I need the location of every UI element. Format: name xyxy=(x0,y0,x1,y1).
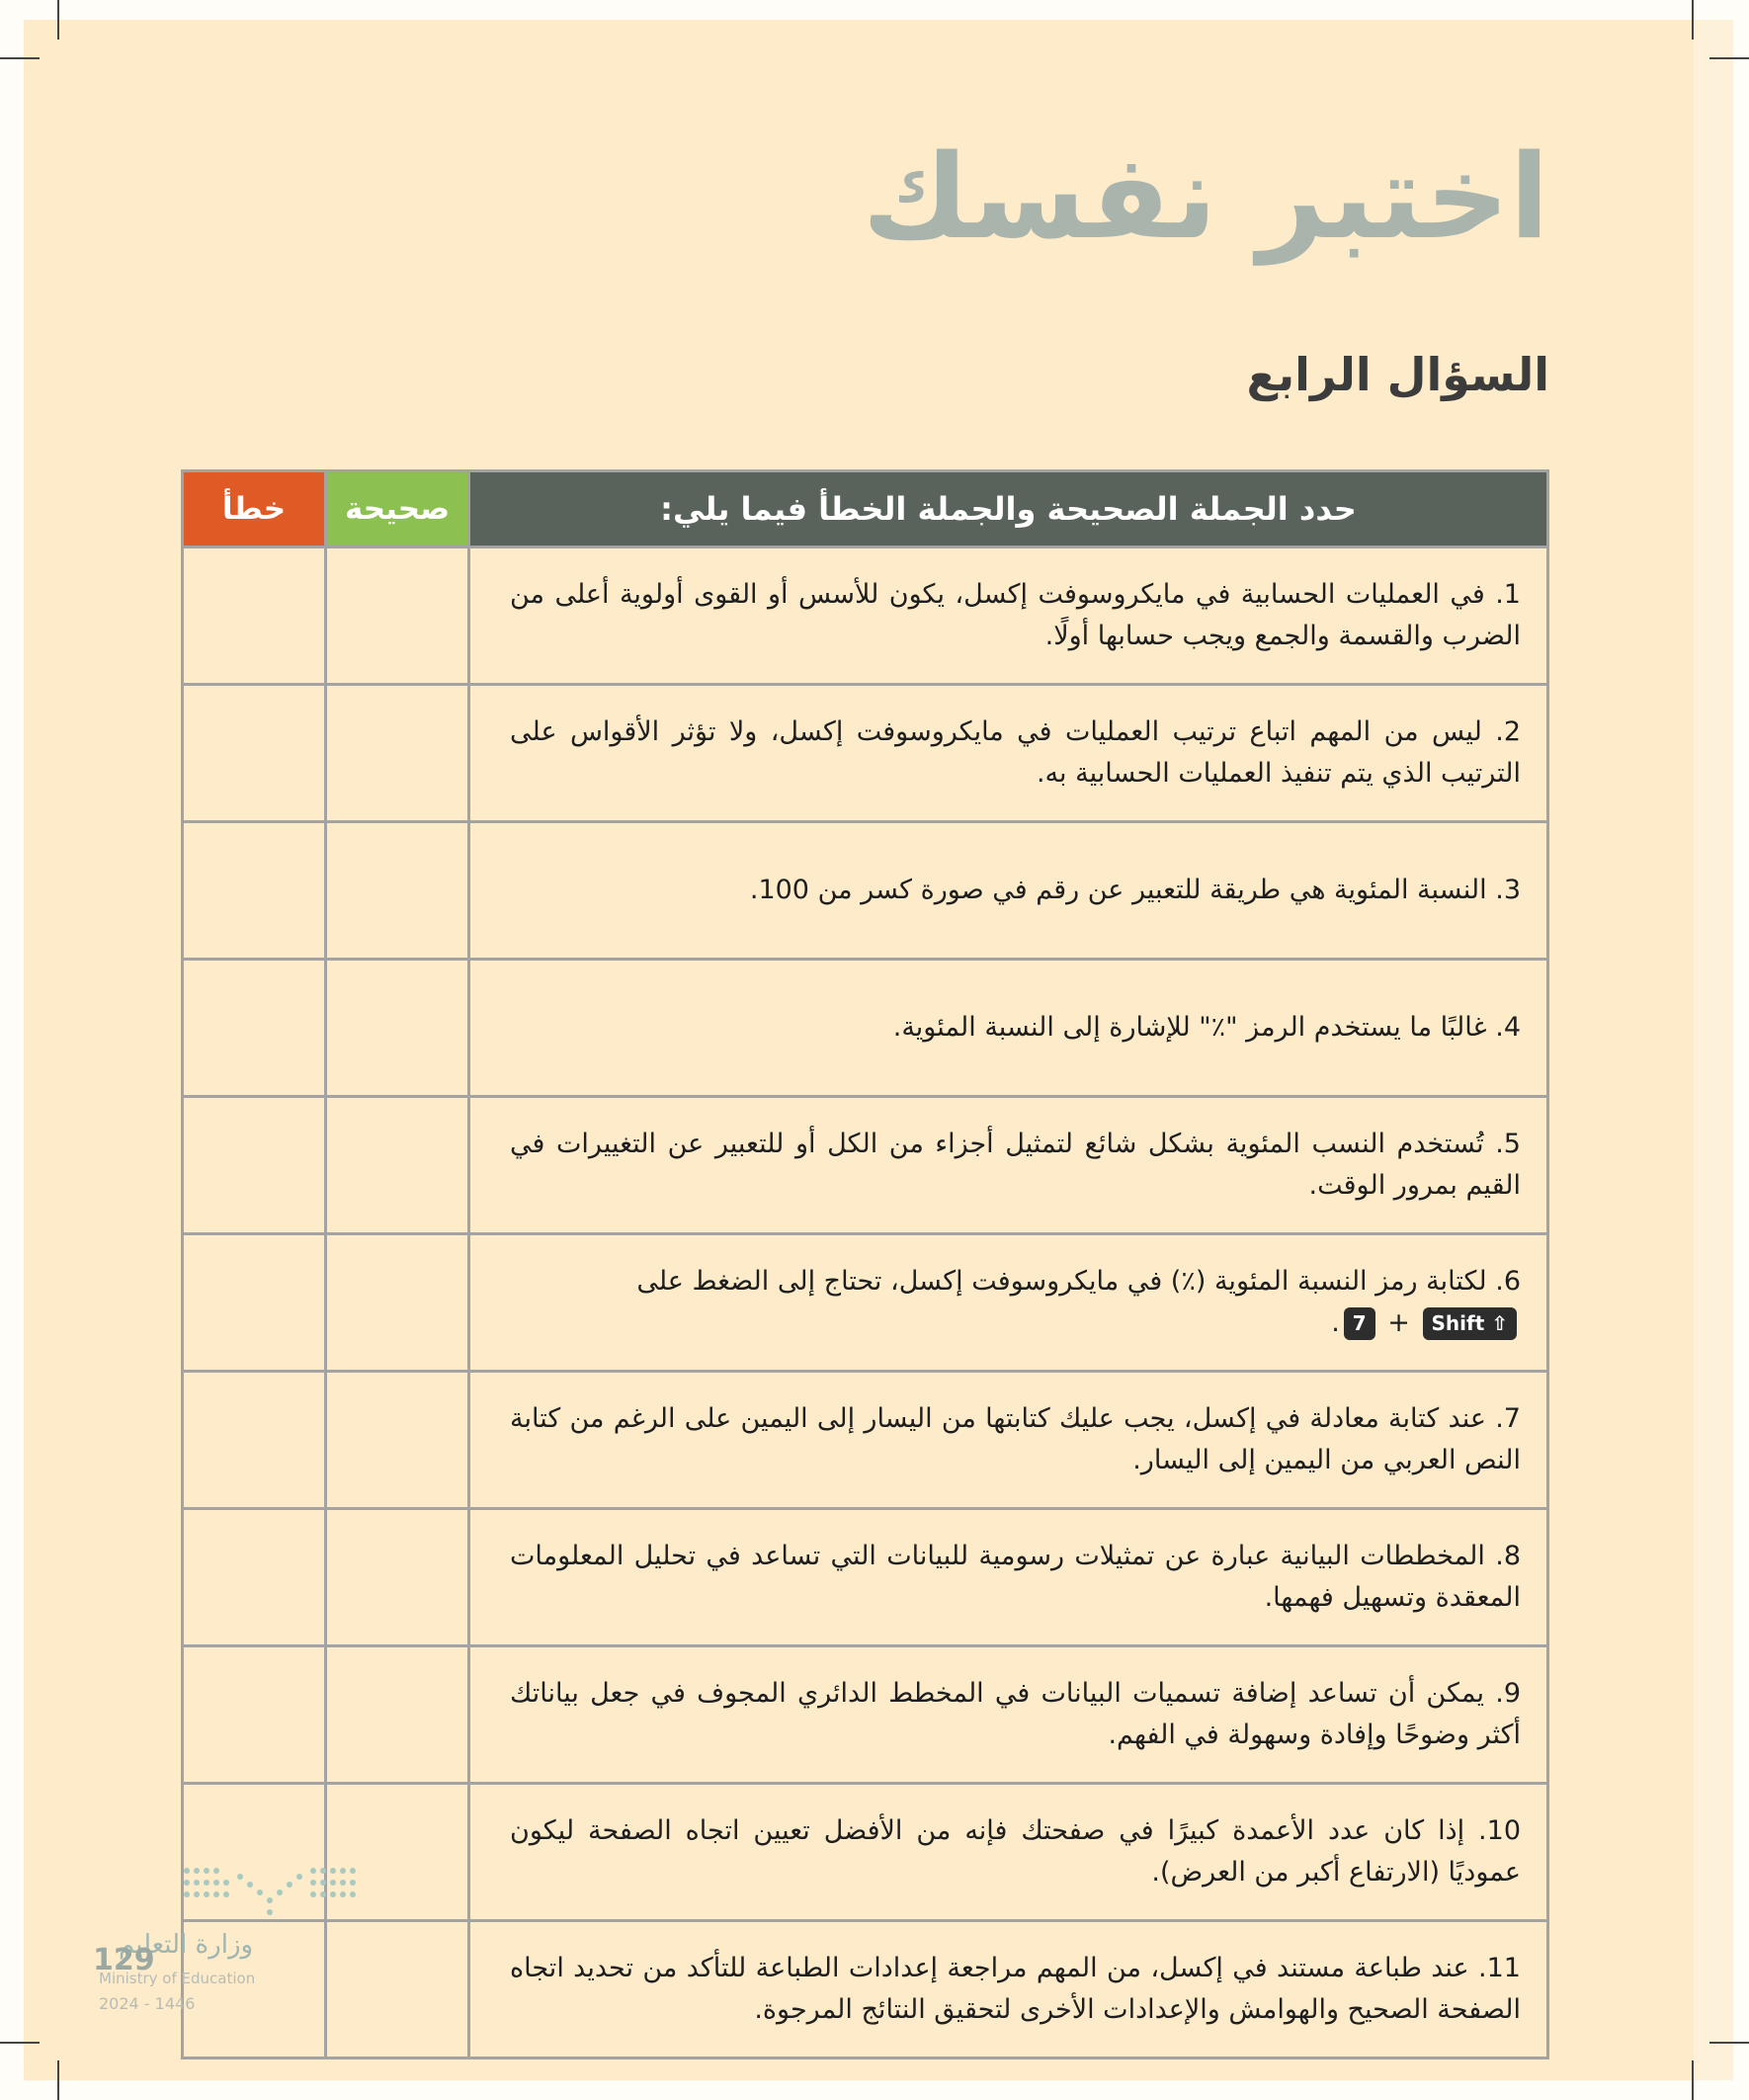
statement-cell xyxy=(469,1784,1548,1921)
key-7: 7 xyxy=(1344,1307,1375,1340)
crop-mark xyxy=(0,57,40,59)
ministry-name-english: Ministry of Education xyxy=(99,1970,256,1987)
statement-text: النسبة المئوية هي طريقة للتعبير عن رقم في صورة كسر من 100. xyxy=(749,875,1487,906)
statement-cell xyxy=(469,685,1548,822)
statement-text: إذا كان عدد الأعمدة كبيرًا في صفحتك فإنه من الأفضل تعيين اتجاه الصفحة ليكون عموديًا (الارتفاع أكبر من العرض). xyxy=(510,1815,1521,1888)
table-header-row xyxy=(183,471,1548,547)
statement-number: 6. xyxy=(1495,1266,1521,1298)
table-row xyxy=(183,1372,1548,1509)
table-row xyxy=(183,1234,1548,1372)
edition-year: 2024 - 1446 xyxy=(99,1994,196,2013)
statement-text: غالبًا ما يستخدم الرمز "٪" للإشارة إلى النسبة المئوية. xyxy=(892,1012,1487,1044)
statement-text: المخططات البيانية عبارة عن تمثيلات رسومية للبيانات التي تساعد في تحليل المعلومات المعقدة وتسهيل فهمها. xyxy=(510,1541,1521,1613)
header-statement: حدد الجملة الصحيحة والجملة الخطأ فيما يلي: xyxy=(469,471,1548,547)
statement-cell xyxy=(469,1097,1548,1234)
statement-cell xyxy=(469,1646,1548,1784)
plus-sign: + xyxy=(1387,1307,1410,1338)
table-row xyxy=(183,1921,1548,2058)
page-number: 129 xyxy=(93,1943,155,1977)
correct-answer-box[interactable] xyxy=(326,1097,469,1234)
statement-cell xyxy=(469,1372,1548,1509)
correct-answer-box[interactable] xyxy=(326,1234,469,1372)
correct-answer-box[interactable] xyxy=(326,960,469,1097)
statement-cell xyxy=(469,822,1548,960)
wrong-answer-box[interactable] xyxy=(183,547,326,685)
statement-number: 8. xyxy=(1495,1541,1521,1572)
page-edge xyxy=(1694,20,1733,2080)
correct-answer-box[interactable] xyxy=(326,1372,469,1509)
statement-number: 11. xyxy=(1478,1953,1521,1984)
wrong-answer-box[interactable] xyxy=(183,822,326,960)
header-correct: صحيحة xyxy=(326,471,469,547)
statement-text: تُستخدم النسب المئوية بشكل شائع لتمثيل أجزاء من الكل أو للتعبير عن التغييرات في القيم بمرور الوقت. xyxy=(510,1129,1521,1201)
statement-number: 4. xyxy=(1495,1012,1521,1044)
statement-text: عند كتابة معادلة في إكسل، يجب عليك كتابتها من اليسار إلى اليمين على الرغم من كتابة النص العربي من اليمين إلى اليسار. xyxy=(510,1403,1521,1475)
page-title: اختبر نفسك xyxy=(862,128,1549,265)
table-row xyxy=(183,1646,1548,1784)
crop-mark xyxy=(1709,57,1749,59)
wrong-answer-box[interactable] xyxy=(183,1509,326,1646)
key-shift: Shift ⇧ xyxy=(1423,1307,1517,1340)
wrong-answer-box[interactable] xyxy=(183,960,326,1097)
crop-mark xyxy=(1692,2060,1694,2100)
statement-text: في العمليات الحسابية في مايكروسوفت إكسل، يكون للأسس أو القوى أولوية أعلى من الضرب والقسمة والجمع ويجب حسابها أولًا. xyxy=(510,579,1521,651)
table-row xyxy=(183,960,1548,1097)
wrong-answer-box[interactable] xyxy=(183,1234,326,1372)
true-false-table xyxy=(181,469,1549,2059)
correct-answer-box[interactable] xyxy=(326,685,469,822)
statement-text: ليس من المهم اتباع ترتيب العمليات في مايكروسوفت إكسل، ولا تؤثر الأقواس على الترتيب الذي يتم تنفيذ العمليات الحسابية به. xyxy=(510,716,1521,789)
table-row xyxy=(183,1509,1548,1646)
statement-cell xyxy=(469,960,1548,1097)
statement-number: 10. xyxy=(1478,1815,1521,1847)
correct-answer-box[interactable] xyxy=(326,547,469,685)
correct-answer-box[interactable] xyxy=(326,1921,469,2058)
statement-number: 5. xyxy=(1495,1129,1521,1160)
statement-cell xyxy=(469,547,1548,685)
statement-cell xyxy=(469,1921,1548,2058)
wrong-answer-box[interactable] xyxy=(183,1646,326,1784)
statement-number: 2. xyxy=(1495,716,1521,748)
statement-number: 9. xyxy=(1495,1678,1522,1710)
wrong-answer-box[interactable] xyxy=(183,1097,326,1234)
correct-answer-box[interactable] xyxy=(326,822,469,960)
correct-answer-box[interactable] xyxy=(326,1509,469,1646)
crop-mark xyxy=(1709,2042,1749,2044)
statement-text: عند طباعة مستند في إكسل، من المهم مراجعة إعدادات الطباعة للتأكد من تحديد اتجاه الصفحة الصحيح والهوامش والإعدادات الأخرى لتحقيق النتائج المرجوة. xyxy=(510,1953,1521,2025)
crop-mark xyxy=(57,2060,59,2100)
table-row xyxy=(183,547,1548,685)
crop-mark xyxy=(1692,0,1694,40)
table-row xyxy=(183,1097,1548,1234)
statement-text: يمكن أن تساعد إضافة تسميات البيانات في المخطط الدائري المجوف في جعل بياناتك أكثر وضوحًا وإفادة وسهولة في الفهم. xyxy=(510,1678,1521,1750)
header-wrong: خطأ xyxy=(183,471,326,547)
table-row xyxy=(183,1784,1548,1921)
question-heading: السؤال الرابع xyxy=(1246,348,1549,401)
ministry-logo-icon xyxy=(181,1863,359,1922)
table-row xyxy=(183,822,1548,960)
statement-text: لكتابة رمز النسبة المئوية (٪) في مايكروسوفت إكسل، تحتاج إلى الضغط على xyxy=(636,1266,1487,1298)
statement-number: 1. xyxy=(1495,579,1521,611)
crop-mark xyxy=(57,0,59,40)
statement-cell xyxy=(469,1509,1548,1646)
ministry-name-arabic: وزارة التعليم xyxy=(119,1930,254,1960)
table-row xyxy=(183,685,1548,822)
statement-number: 3. xyxy=(1495,875,1521,906)
correct-answer-box[interactable] xyxy=(326,1646,469,1784)
crop-mark xyxy=(0,2042,40,2044)
wrong-answer-box[interactable] xyxy=(183,1372,326,1509)
statement-cell: 6. لكتابة رمز النسبة المئوية (٪) في مايكروسوفت إكسل، تحتاج إلى الضغط على 7 + Shift ⇧. xyxy=(469,1234,1548,1372)
wrong-answer-box[interactable] xyxy=(183,685,326,822)
statement-number: 7. xyxy=(1495,1403,1521,1435)
